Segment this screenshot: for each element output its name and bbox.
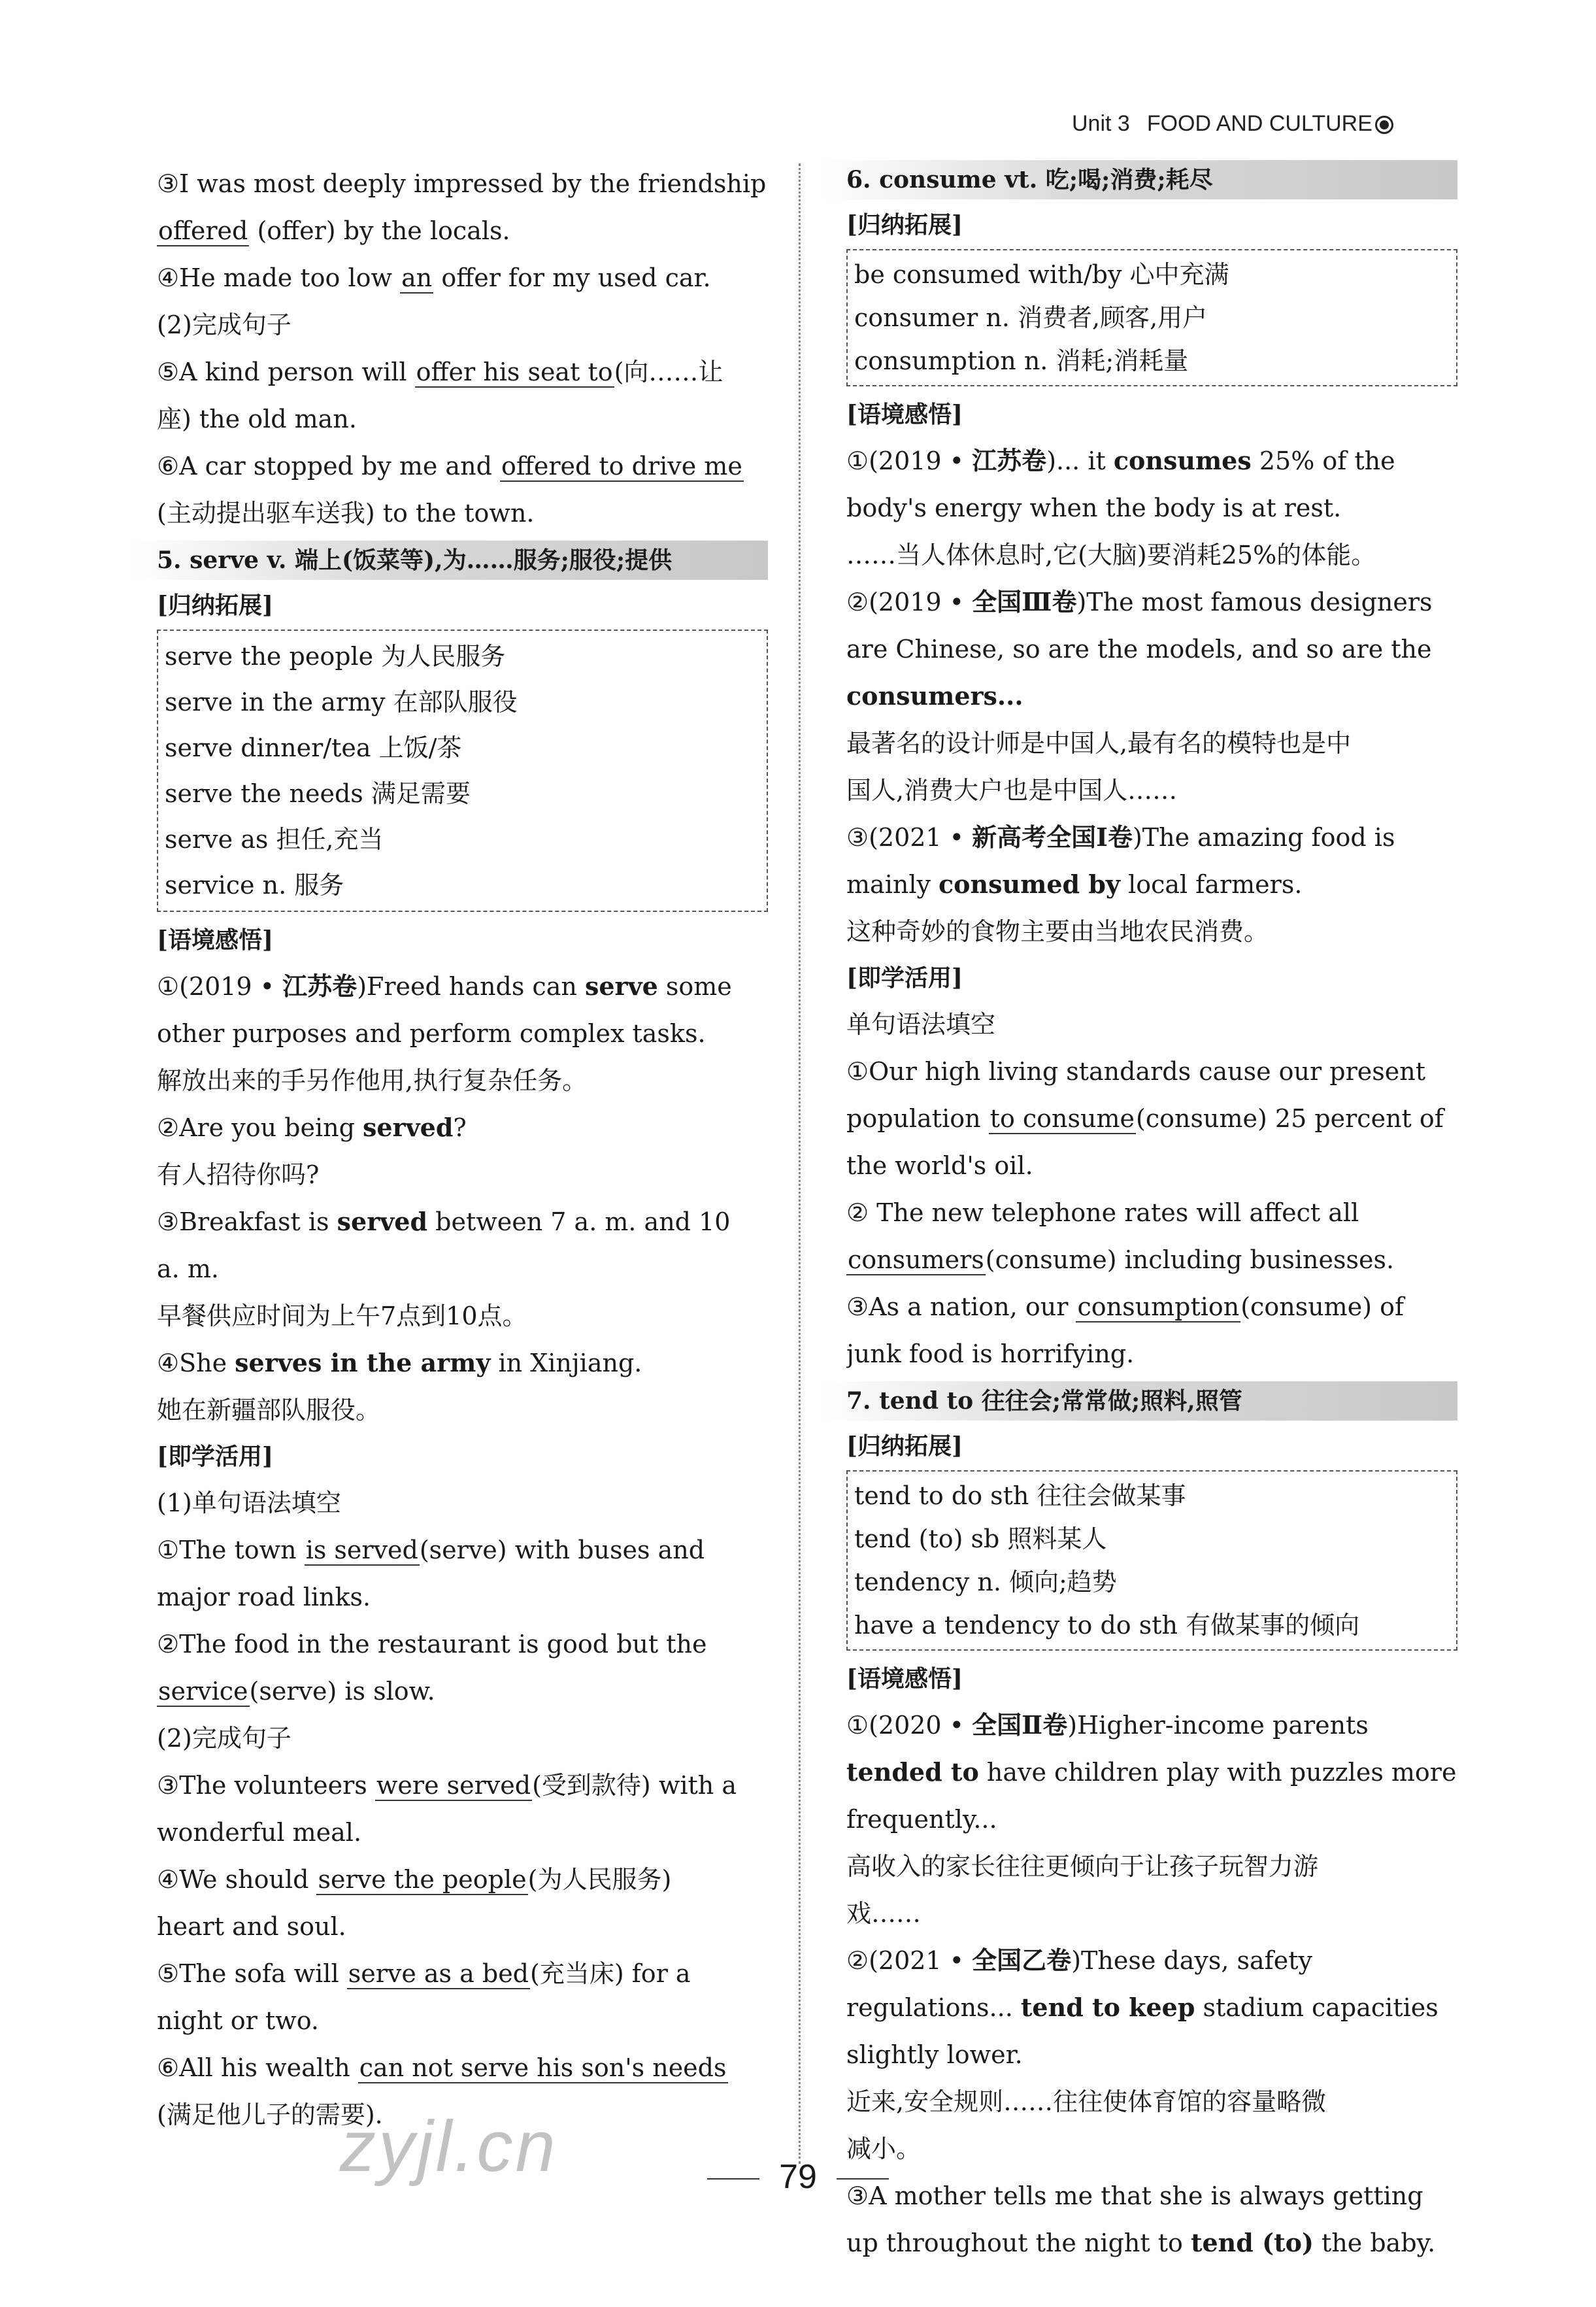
subsection-title: (2)完成句子 [157, 1724, 291, 1753]
text: (serve) is slow. [249, 1677, 435, 1706]
text: ④He made too low [157, 263, 401, 292]
text: in Xinjiang. [490, 1349, 642, 1377]
answer: is served [305, 1536, 418, 1564]
text-line: major road links. [157, 1583, 371, 1611]
text: regulations... [846, 1993, 1021, 2022]
text: have children play with puzzles more [978, 1758, 1457, 1787]
text-line [157, 207, 768, 254]
text-line [846, 861, 1457, 908]
page-number [0, 2157, 1596, 2197]
text: ①(2019 • [846, 446, 973, 475]
text: ②(2019 • [846, 588, 973, 616]
tag-context: [语境感悟] [846, 401, 963, 428]
keyword: tend (to) [1190, 2228, 1314, 2257]
text: ③As a nation, our [846, 1292, 1076, 1321]
translation: 这种奇妙的食物主要由当地农民消费。 [846, 917, 1269, 946]
text-line: night or two. [157, 2006, 319, 2035]
text: )... it [1046, 446, 1114, 475]
text: ④She [157, 1349, 235, 1377]
text-line: (满足他儿子的需要). [157, 2100, 383, 2129]
running-header [1072, 111, 1393, 137]
text: ⑤A kind person will [157, 358, 415, 386]
answer: an [401, 263, 433, 292]
text-line [846, 1095, 1457, 1142]
expand-box [846, 249, 1457, 386]
text-line: body's energy when the body is at rest. [846, 494, 1342, 522]
source: 江苏卷 [282, 971, 357, 1001]
translation: 高收入的家长往往更倾向于让孩子玩智力游 [846, 1852, 1319, 1881]
text-line [157, 254, 768, 301]
bullet-icon [1375, 116, 1393, 134]
text: )The amazing food is [1132, 823, 1395, 852]
translation: ……当人体休息时,它(大脑)要消耗25%的体能。 [846, 541, 1376, 569]
tag-context: [语境感悟] [157, 926, 274, 954]
right-column [846, 160, 1457, 2266]
text-line: other purposes and perform complex tasks. [157, 1019, 706, 1048]
source: 全国Ⅲ卷 [972, 587, 1077, 616]
text-line: the world's oil. [846, 1151, 1033, 1180]
dash-right [837, 2178, 889, 2180]
unit-title: FOOD AND CULTURE [1146, 111, 1372, 136]
text: between 7 a. m. and 10 [427, 1207, 731, 1236]
keyword: consumes [1113, 446, 1252, 475]
text: ⑥All his wealth [157, 2053, 358, 2082]
subsection-title: (1)单句语法填空 [157, 1489, 341, 1517]
left-column [157, 160, 768, 2138]
text: offer for my used car. [433, 263, 711, 292]
column-divider [799, 163, 801, 2164]
text-line: slightly lower. [846, 2040, 1023, 2069]
text-line [157, 443, 768, 490]
text-line [157, 2044, 768, 2091]
translation: 国人,消费大户也是中国人…… [846, 776, 1178, 805]
answer: can not serve his son's needs [359, 2053, 727, 2082]
text: (向……让 [614, 358, 723, 386]
text-line [157, 1856, 768, 1903]
text-line: heart and soul. [157, 1912, 346, 1941]
translation: 有人招待你吗? [157, 1160, 320, 1189]
text: ⑥A car stopped by me and [157, 452, 500, 480]
text: ③(2021 • [846, 823, 973, 852]
text: )These days, safety [1071, 1946, 1312, 1975]
text: )Higher-income parents [1067, 1711, 1369, 1740]
box-item: serve the people 为人民服务 [165, 642, 506, 671]
expand-box [157, 630, 768, 912]
text-line: ②The food in the restaurant is good but the [157, 1630, 707, 1659]
box-item: serve in the army 在部队服役 [165, 688, 518, 716]
box-item: tend to do sth 往往会做某事 [854, 1481, 1186, 1510]
text-line: a. m. [157, 1255, 219, 1283]
text: (充当床) for a [530, 1959, 691, 1988]
box-item: serve the needs 满足需要 [165, 779, 471, 808]
tag-apply: [即学活用] [157, 1443, 274, 1470]
text: some [657, 972, 732, 1001]
text: (serve) with buses and [419, 1536, 705, 1564]
box-item: be consumed with/by 心中充满 [854, 260, 1229, 289]
answer: to consume [989, 1104, 1135, 1133]
text: )The most famous designers [1076, 588, 1433, 616]
text: the baby. [1313, 2229, 1436, 2257]
text-line [846, 1984, 1457, 2031]
box-item: tend (to) sb 照料某人 [854, 1524, 1107, 1553]
answer: service [158, 1677, 248, 1706]
answer: consumers [848, 1245, 984, 1274]
text-line: junk food is horrifying. [846, 1339, 1135, 1368]
text-line: frequently... [846, 1805, 997, 1834]
translation: 近来,安全规则……往往使体育馆的容量略微 [846, 2087, 1327, 2116]
text: ⑤The sofa will [157, 1959, 347, 1988]
source: 新高考全国Ⅰ卷 [972, 822, 1133, 852]
text-line [846, 1702, 1457, 1749]
text: (offer) by the locals. [257, 216, 510, 245]
text-line [157, 1198, 768, 1245]
text-line: wonderful meal. [157, 1818, 362, 1847]
subsection-title: 单句语法填空 [846, 1010, 996, 1039]
subsection-title: (2)完成句子 [157, 311, 291, 339]
text-line: ③A mother tells me that she is always getting [846, 2181, 1423, 2210]
box-item: tendency n. 倾向;趋势 [854, 1568, 1117, 1596]
keyword: consumed by [939, 869, 1120, 899]
section-head-consume: 6. consume vt. 吃;喝;消费;耗尽 [820, 160, 1457, 199]
answer: were served [376, 1771, 531, 1800]
keyword: tended to [846, 1757, 979, 1787]
source: 全国Ⅱ卷 [972, 1710, 1068, 1740]
translation: 早餐供应时间为上午7点到10点。 [157, 1302, 527, 1330]
text-line [157, 1950, 768, 1997]
text-line [846, 437, 1457, 484]
text: ④We should [157, 1865, 317, 1894]
translation: 减小。 [846, 2134, 922, 2163]
text-line: 座) the old man. [157, 405, 357, 433]
tag-expand: [归纳拓展] [846, 1432, 963, 1460]
box-item: have a tendency to do sth 有做某事的倾向 [854, 1611, 1360, 1640]
text: ①(2019 • [157, 972, 283, 1001]
answer: offered [158, 216, 248, 245]
text-line: ①Our high living standards cause our present [846, 1057, 1425, 1086]
watermark: zyjl.cn [340, 2106, 558, 2187]
page-number-text: 79 [779, 2158, 817, 2196]
text: stadium capacities [1195, 1993, 1438, 2022]
translation: 最著名的设计师是中国人,最有名的模特也是中 [846, 729, 1352, 758]
text: ①The town [157, 1536, 305, 1564]
text-line: ③I was most deeply impressed by the friendship [157, 169, 767, 198]
box-item: consumer n. 消费者,顾客,用户 [854, 303, 1208, 332]
text: (为人民服务) [527, 1865, 672, 1894]
expand-box [846, 1470, 1457, 1651]
text-line [846, 579, 1457, 626]
answer: consumption [1077, 1292, 1240, 1321]
answer: offered to drive me [501, 452, 742, 480]
text: local farmers. [1120, 870, 1303, 899]
text-line [846, 2219, 1457, 2266]
keyword-line: consumers... [846, 681, 1023, 711]
box-item: consumption n. 消耗;消耗量 [854, 346, 1189, 375]
section-head-serve: 5. serve v. 端上(饭菜等),为……服务;服役;提供 [131, 541, 768, 580]
text: mainly [846, 870, 939, 899]
text: population [846, 1104, 989, 1133]
text: (consume) 25 percent of [1136, 1104, 1444, 1133]
box-item: service n. 服务 [165, 871, 344, 900]
answer: serve the people [318, 1865, 527, 1894]
text-line: ② The new telephone rates will affect all [846, 1198, 1359, 1227]
translation: 她在新疆部队服役。 [157, 1396, 381, 1424]
text: 25% of the [1251, 446, 1395, 475]
translation: 解放出来的手另作他用,执行复杂任务。 [157, 1066, 588, 1095]
text: ? [453, 1113, 467, 1142]
text-line: (主动提出驱车送我) to the town. [157, 499, 535, 528]
tag-expand: [归纳拓展] [157, 592, 274, 619]
text: (consume) including businesses. [985, 1245, 1395, 1274]
text-line [157, 1526, 768, 1574]
text-line [846, 1937, 1457, 1984]
answer: offer his seat to [416, 358, 613, 386]
tag-expand: [归纳拓展] [846, 211, 963, 239]
box-item: serve as 担任,充当 [165, 825, 384, 854]
text-line [157, 1668, 768, 1715]
box-item: serve dinner/tea 上饭/茶 [165, 733, 462, 762]
text-line [157, 1104, 768, 1151]
keyword: served [337, 1207, 428, 1236]
section-head-tend: 7. tend to 往往会;常常做;照料,照管 [820, 1381, 1457, 1421]
text-line [846, 1283, 1457, 1330]
keyword: serves in the army [235, 1348, 491, 1377]
source: 全国乙卷 [972, 1945, 1072, 1975]
answer: serve as a bed [348, 1959, 529, 1988]
text-line [846, 814, 1457, 861]
text-line: are Chinese, so are the models, and so are the [846, 635, 1432, 664]
keyword: serve [584, 971, 658, 1001]
text-line [157, 1762, 768, 1809]
text-line [157, 1339, 768, 1387]
text-line [157, 348, 768, 396]
tag-apply: [即学活用] [846, 964, 963, 992]
text-line [157, 963, 768, 1010]
text: ③The volunteers [157, 1771, 375, 1800]
text: )Freed hands can [357, 972, 585, 1001]
text-line [846, 1749, 1457, 1796]
text: ③Breakfast is [157, 1207, 337, 1236]
dash-left [707, 2178, 759, 2180]
tag-context: [语境感悟] [846, 1665, 963, 1692]
text: ②(2021 • [846, 1946, 973, 1975]
keyword: served [362, 1113, 454, 1142]
text: (受到款待) with a [532, 1771, 737, 1800]
text: up throughout the night to [846, 2229, 1191, 2257]
unit-label: Unit 3 [1072, 111, 1130, 136]
source: 江苏卷 [972, 446, 1047, 475]
keyword: tend to keep [1020, 1993, 1195, 2022]
text: (consume) of [1240, 1292, 1405, 1321]
text: ①(2020 • [846, 1711, 973, 1740]
text: ②Are you being [157, 1113, 363, 1142]
text-line [846, 1236, 1457, 1283]
translation: 戏…… [846, 1899, 922, 1928]
